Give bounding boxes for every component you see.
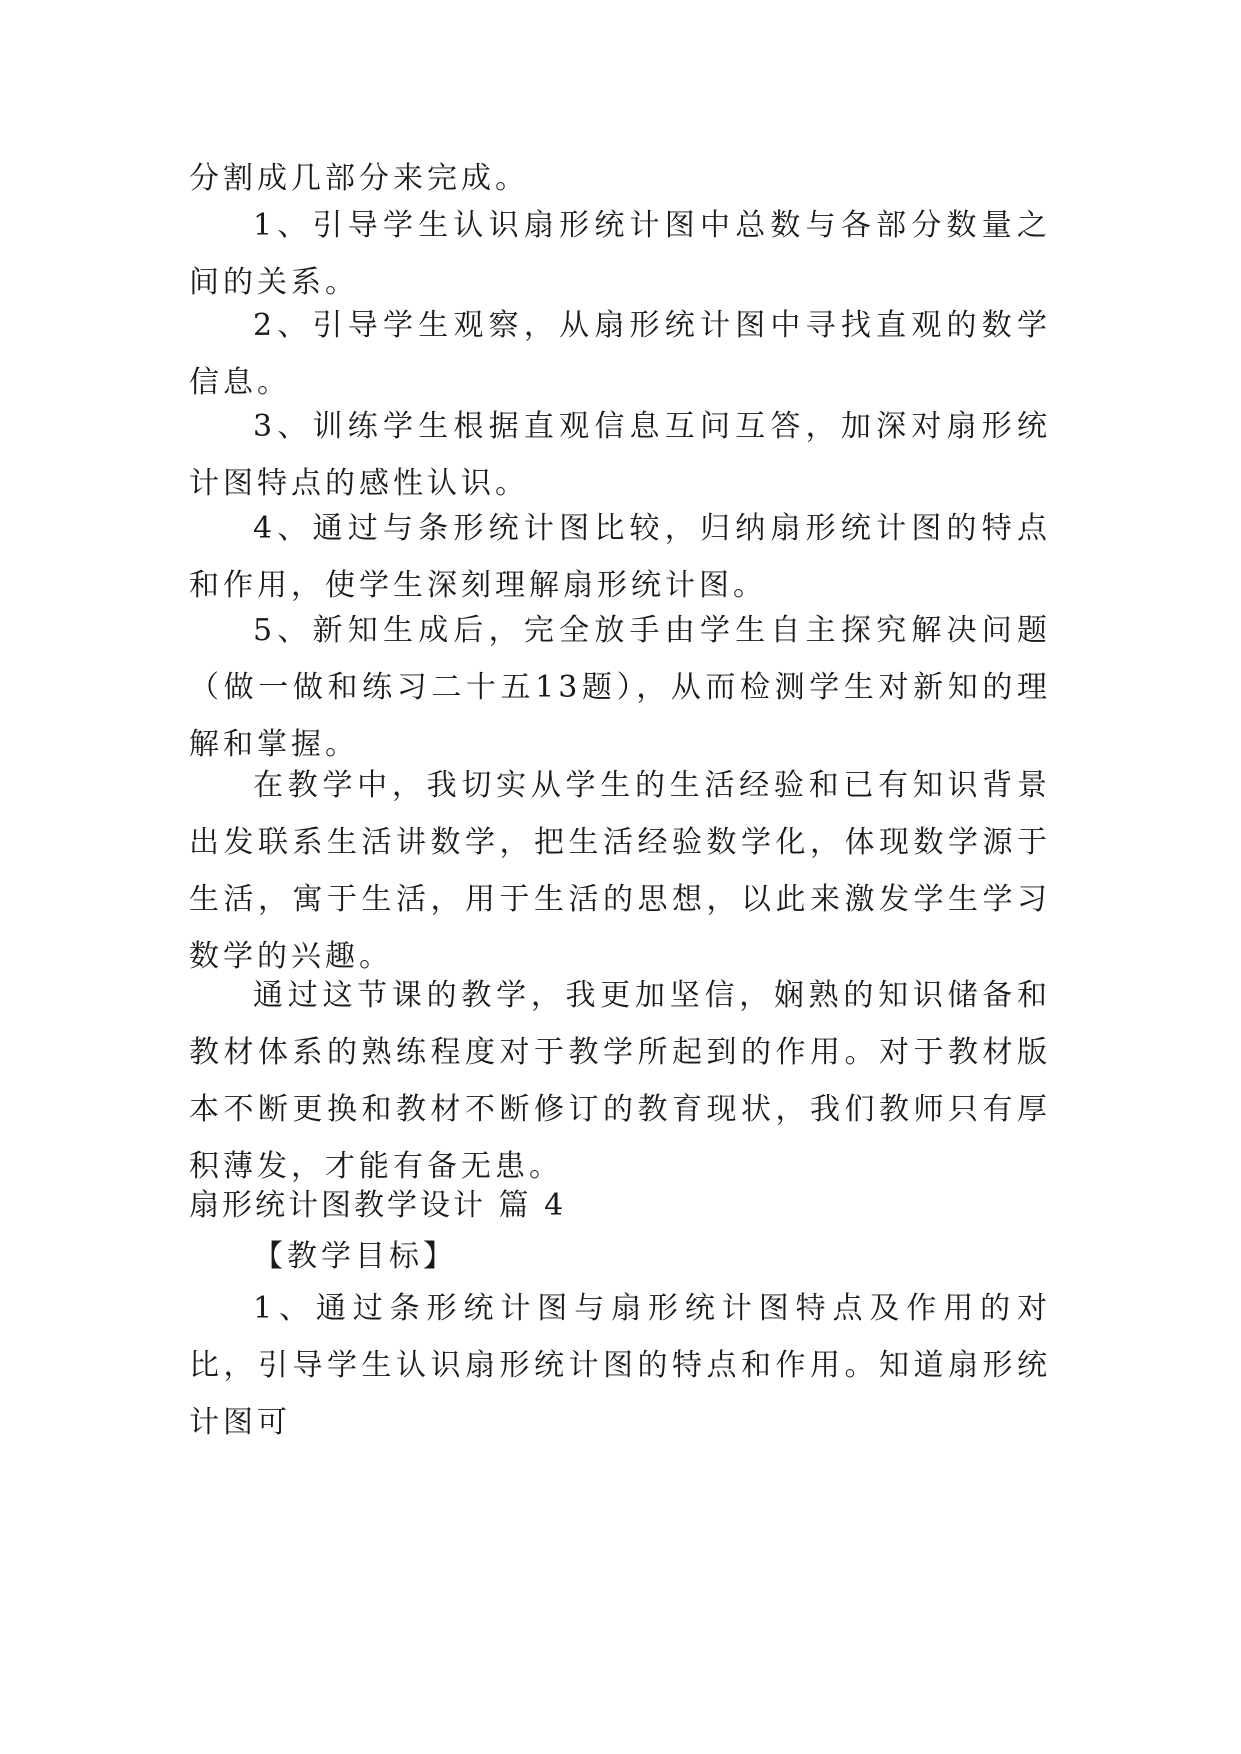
paragraph-continuation: 分割成几部分来完成。 xyxy=(189,161,529,196)
section-title: 扇形统计图教学设计 篇 4 xyxy=(189,1188,567,1223)
paragraph-step-2: 2、引导学生观察，从扇形统计图中寻找直观的数学信息。 xyxy=(189,308,1051,400)
paragraph-step-1: 1、引导学生认识扇形统计图中总数与各部分数量之间的关系。 xyxy=(189,208,1051,300)
paragraph-step-4: 4、通过与条形统计图比较，归纳扇形统计图的特点和作用，使学生深刻理解扇形统计图。 xyxy=(189,511,1051,603)
subheading-teaching-objectives: 【教学目标】 xyxy=(253,1239,457,1274)
paragraph-step-5: 5、新知生成后，完全放手由学生自主探究解决问题（做一做和练习二十五13题），从而检测学生对新知的理解和掌握。 xyxy=(189,613,1051,762)
paragraph-conclusion: 通过这节课的教学，我更加坚信，娴熟的知识储备和教材体系的熟练程度对于教学所起到的作用。对于教材版本不断更换和教材不断修订的教育现状，我们教师只有厚积薄发，才能有备无患。 xyxy=(189,978,1051,1184)
paragraph-reflection: 在教学中，我切实从学生的生活经验和已有知识背景出发联系生活讲数学，把生活经验数学化，体现数学源于生活，寓于生活，用于生活的思想，以此来激发学生学习数学的兴趣。 xyxy=(189,768,1051,974)
paragraph-step-3: 3、训练学生根据直观信息互问互答，加深对扇形统计图特点的感性认识。 xyxy=(189,409,1051,501)
paragraph-objective-1: 1、通过条形统计图与扇形统计图特点及作用的对比，引导学生认识扇形统计图的特点和作用。知道扇形统计图可 xyxy=(189,1291,1051,1440)
